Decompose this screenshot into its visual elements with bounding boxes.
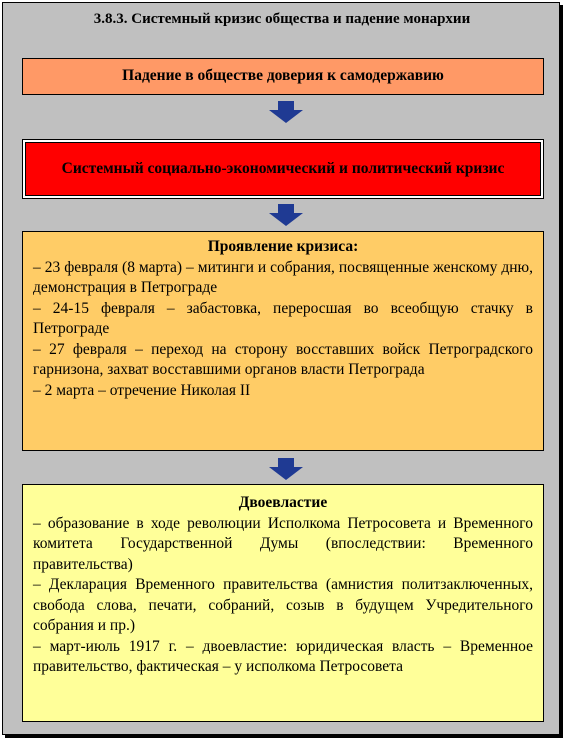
list-item: – 27 февраля – переход на сторону восставших войск Петроградского гарнизона, захват восставшими органов власти Петрограда: [33, 340, 533, 378]
box-crisis-manifestation: [22, 231, 544, 451]
list-item: – 24-15 февраля – забастовка, переросшая во всеобщую стачку в Петрограде: [33, 299, 533, 337]
list-item: – Декларация Временного правительства (амнистия политзаключенных, свобода слова, печати, собраний, созыв в будущем Учредительного собрания и пр.): [33, 576, 533, 634]
list-item: – образование в ходе революции Исполкома Петросовета и Временного комитета Государственной Думы (впоследствии: Временного правительства): [33, 514, 533, 573]
down-arrow-icon: [269, 101, 303, 123]
box-systemic-crisis: [22, 139, 544, 199]
list-item: – 23 февраля (8 марта) – митинги и собрания, посвященные женскому дню, демонстрация в Петрограде: [33, 258, 533, 296]
list-item: – март-июль 1917 г. – двоевластие: юридическая власть – Временное правительство, фактическая – у исполкома Петросовета: [33, 637, 533, 675]
box-distrust: [22, 58, 544, 95]
box-dual-power: [22, 484, 544, 722]
down-arrow-icon: [269, 458, 303, 480]
box-distrust-text: Падение в обществе доверия к самодержавию: [122, 67, 444, 85]
box-systemic-crisis-text: Системный социально-экономический и политический кризис: [61, 159, 505, 177]
list-item: – 2 марта – отречение Николая II: [33, 381, 251, 399]
diagram-frame: [2, 2, 560, 735]
down-arrow-icon: [269, 204, 303, 226]
box-dual-power-heading: Двоевластие: [238, 494, 328, 511]
diagram-title: 3.8.3. Системный кризис общества и падение монархии: [93, 11, 471, 27]
box-crisis-manifestation-heading: Проявление кризиса:: [207, 238, 359, 255]
